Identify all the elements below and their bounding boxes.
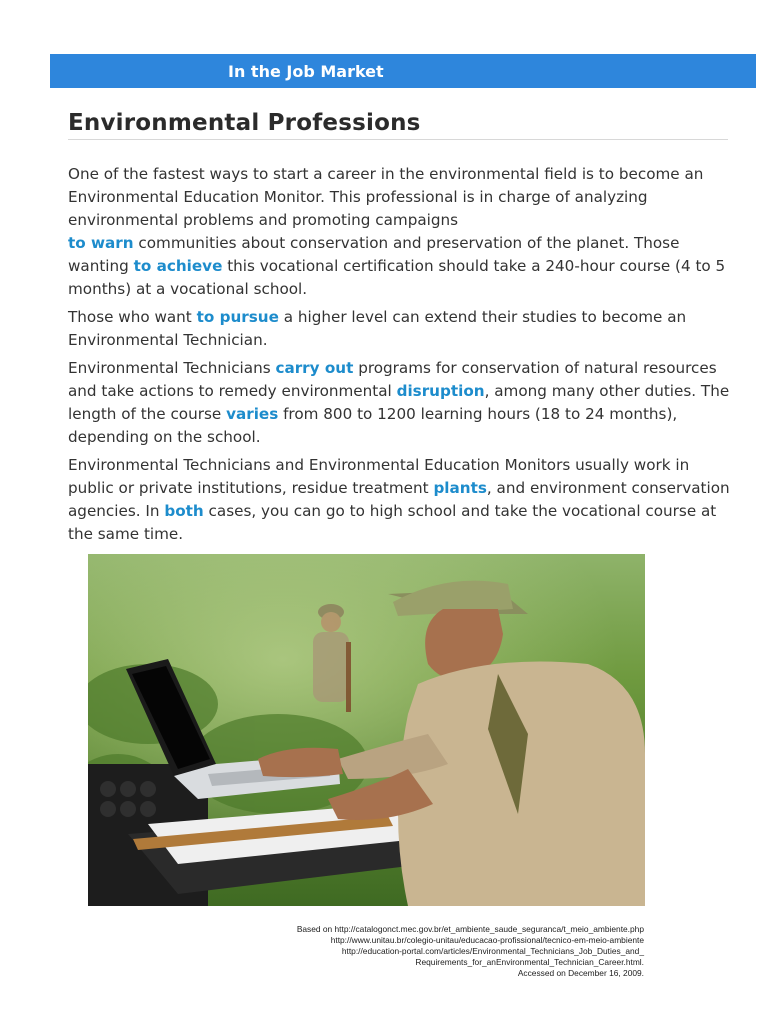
vocabulary-highlight: disruption xyxy=(396,382,485,400)
article-paragraph xyxy=(68,306,730,352)
paragraph-text: a higher level can extend their studies to become an Environmental Technician. xyxy=(68,308,687,349)
section-label: In the Job Market xyxy=(228,62,384,81)
paragraph-text: Environmental Technicians and Environmental Education Monitors usually work in public or private institutions, residue treatment xyxy=(68,456,690,497)
vocabulary-highlight: to achieve xyxy=(133,257,223,275)
vocabulary-highlight: to pursue xyxy=(196,308,279,326)
vocabulary-highlight: both xyxy=(164,502,204,520)
vocabulary-highlight: to warn xyxy=(68,234,134,252)
article-title: Environmental Professions xyxy=(68,110,421,136)
paragraph-text: Those who want xyxy=(68,308,197,326)
paragraph-text: from 800 to 1200 learning hours (18 to 24 months), depending on the school. xyxy=(68,405,678,446)
paragraph-text: , and environment conservation agencies. In xyxy=(68,479,730,520)
paragraph-text: cases, you can go to high school and take the vocational course at the same time. xyxy=(68,502,717,543)
credit-line: Accessed on December 16, 2009. xyxy=(517,968,644,978)
article-body xyxy=(68,163,730,551)
credit-line: http://www.unitau.br/colegio-unitau/educacao-profissional/tecnico-em-meio-ambiente xyxy=(330,935,644,945)
credit-line: http://education-portal.com/articles/Environmental_Technicians_Job_Duties_and_ xyxy=(341,946,644,956)
section-header-bar xyxy=(50,54,756,88)
paragraph-text: this vocational certification should take a 240-hour course (4 to 5 months) at a vocational school. xyxy=(68,257,726,298)
paragraph-text: communities about conservation and preservation of the planet. Those wanting xyxy=(68,234,680,275)
article-paragraph xyxy=(68,163,730,301)
vocabulary-highlight: carry out xyxy=(275,359,354,377)
paragraph-text: Environmental Technicians xyxy=(68,359,276,377)
article-paragraph xyxy=(68,357,730,449)
vocabulary-highlight: varies xyxy=(226,405,279,423)
credit-line: Based on http://catalogonct.mec.gov.br/et_ambiente_saude_seguranca/t_meio_ambiente.php xyxy=(296,924,644,934)
paragraph-text: , among many other duties. The length of the course xyxy=(68,382,730,423)
vocabulary-highlight: plants xyxy=(433,479,487,497)
paragraph-text: One of the fastest ways to start a career in the environmental field is to become an Environmental Education Monitor. This professional is in charge of analyzing environmental problems and promoting campaigns xyxy=(68,165,704,229)
technician-photo xyxy=(88,554,645,906)
paragraph-text: programs for conservation of natural resources and take actions to remedy environmental xyxy=(68,359,717,400)
article-paragraph xyxy=(68,454,730,546)
source-credits xyxy=(124,924,644,979)
title-divider xyxy=(68,139,728,140)
credit-line: Requirements_for_anEnvironmental_Technician_Career.html. xyxy=(415,957,644,967)
